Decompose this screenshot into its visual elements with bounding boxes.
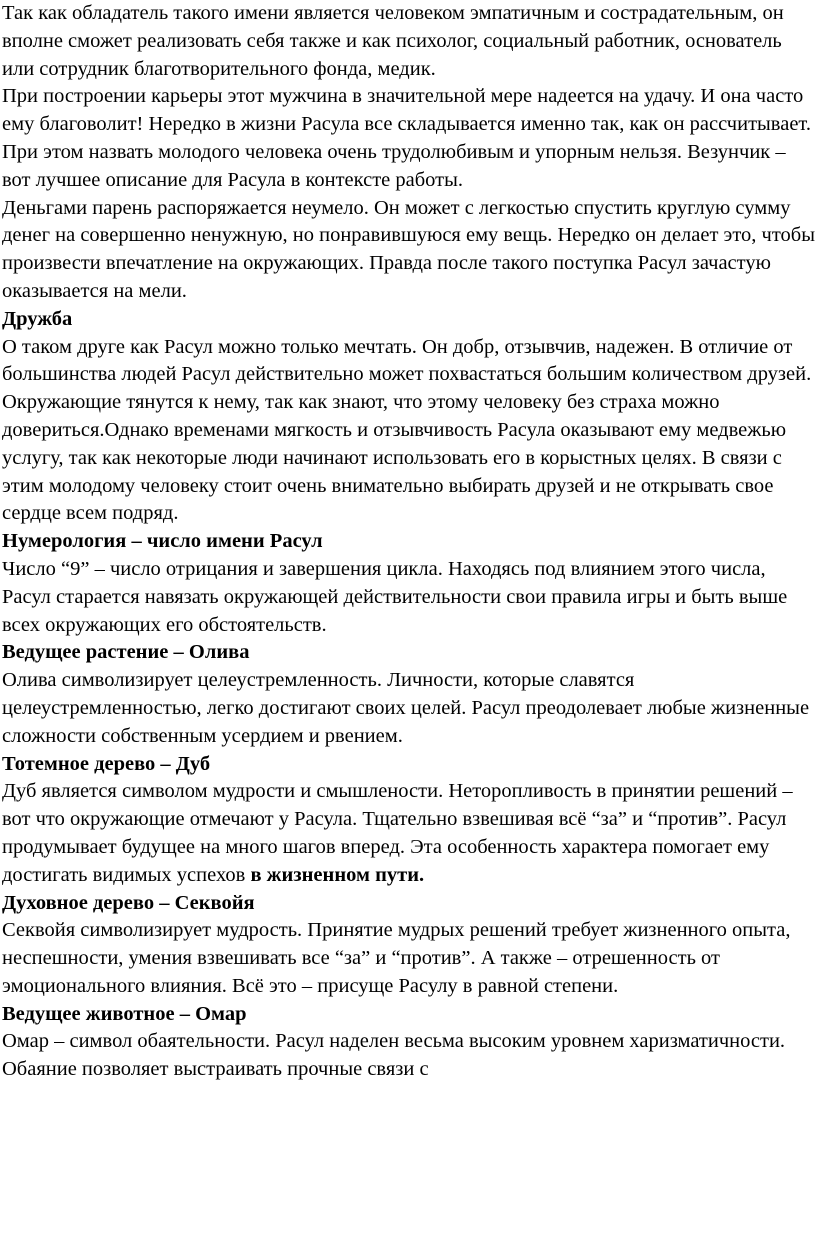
friendship-heading: Дружба: [2, 307, 73, 330]
spirit-tree-paragraph: Секвойя символизирует мудрость. Принятие мудрых решений требует жизненного опыта, неспешности, умения взвешивать все “за” и “против”. А также – отрешенность от эмоционального влияния. Всё это – присуще Расулу в равной степени.: [2, 919, 791, 997]
numerology-paragraph: Число “9” – число отрицания и завершения цикла. Находясь под влиянием этого числа, Расул старается навязать окружающей действительности свои правила игры и быть выше всех окружающих его обстоятельств.: [2, 557, 788, 636]
numerology-heading: Нумерология – число имени Расул: [2, 530, 323, 553]
animal-heading: Ведущее животное – Омар: [2, 1002, 247, 1025]
intro-paragraph-3: Деньгами парень распоряжается неумело. Он может с легкостью спустить круглую сумму денег на совершенно ненужную, но понравившуюся ему вещь. Нередко он делает это, чтобы произвести впечатление на окружающих. Правда после такого поступка Расул зачастую оказывается на мели.: [2, 196, 815, 302]
spirit-tree-heading: Духовное дерево – Секвойя: [2, 891, 255, 914]
intro-paragraph-1: Так как обладатель такого имени является человеком эмпатичным и сострадательным, он вполне сможет реализовать себя также и как психолог, социальный работник, основатель или сотрудник благотворительного фонда, медик.: [2, 2, 784, 80]
intro-paragraph-2: При построении карьеры этот мужчина в значительной мере надеется на удачу. И она часто ему благоволит! Нередко в жизни Расула все складывается именно так, как он рассчитывает. При этом назвать молодого человека очень трудолюбивым и упорным нельзя. Везунчик – вот лучшее описание для Расула в контексте работы.: [2, 85, 811, 191]
totem-tree-heading: Тотемное дерево – Дуб: [2, 752, 211, 775]
friendship-paragraph: О таком друге как Расул можно только мечтать. Он добр, отзывчив, надежен. В отличие от большинства людей Расул действительно может похвастаться большим количеством друзей. Окружающие тянутся к нему, так как знают, что этому человеку без страха можно довериться.Однако временами мягкость и отзывчивость Расула оказывают ему медвежью услугу, так как некоторые люди начинают использовать его в корыстных целях. В связи с этим молодому человеку стоит очень внимательно выбирать друзей и не открывать свое сердце всем подряд.: [2, 335, 812, 525]
animal-paragraph: Омар – символ обаятельности. Расул наделен весьма высоким уровнем харизматичности. Обаяние позволяет выстраивать прочные связи с: [2, 1030, 786, 1081]
totem-tree-bold-tail: в жизненном пути.: [250, 863, 425, 886]
plant-heading: Ведущее растение – Олива: [2, 641, 250, 664]
plant-paragraph: Олива символизирует целеустремленность. Личности, которые славятся целеустремленностью, легко достигают своих целей. Расул преодолевает любые жизненные сложности собственным усердием и рвением.: [2, 669, 810, 747]
totem-tree-text: Дуб является символом мудрости и смышлености. Неторопливость в принятии решений – вот что окружающие отмечают у Расула. Тщательно взвешивая всё “за” и “против”. Расул продумывает будущее на много шагов вперед. Эта особенность характера помогает ему достигать видимых успехов: [2, 780, 793, 886]
totem-tree-paragraph: [2, 778, 816, 889]
